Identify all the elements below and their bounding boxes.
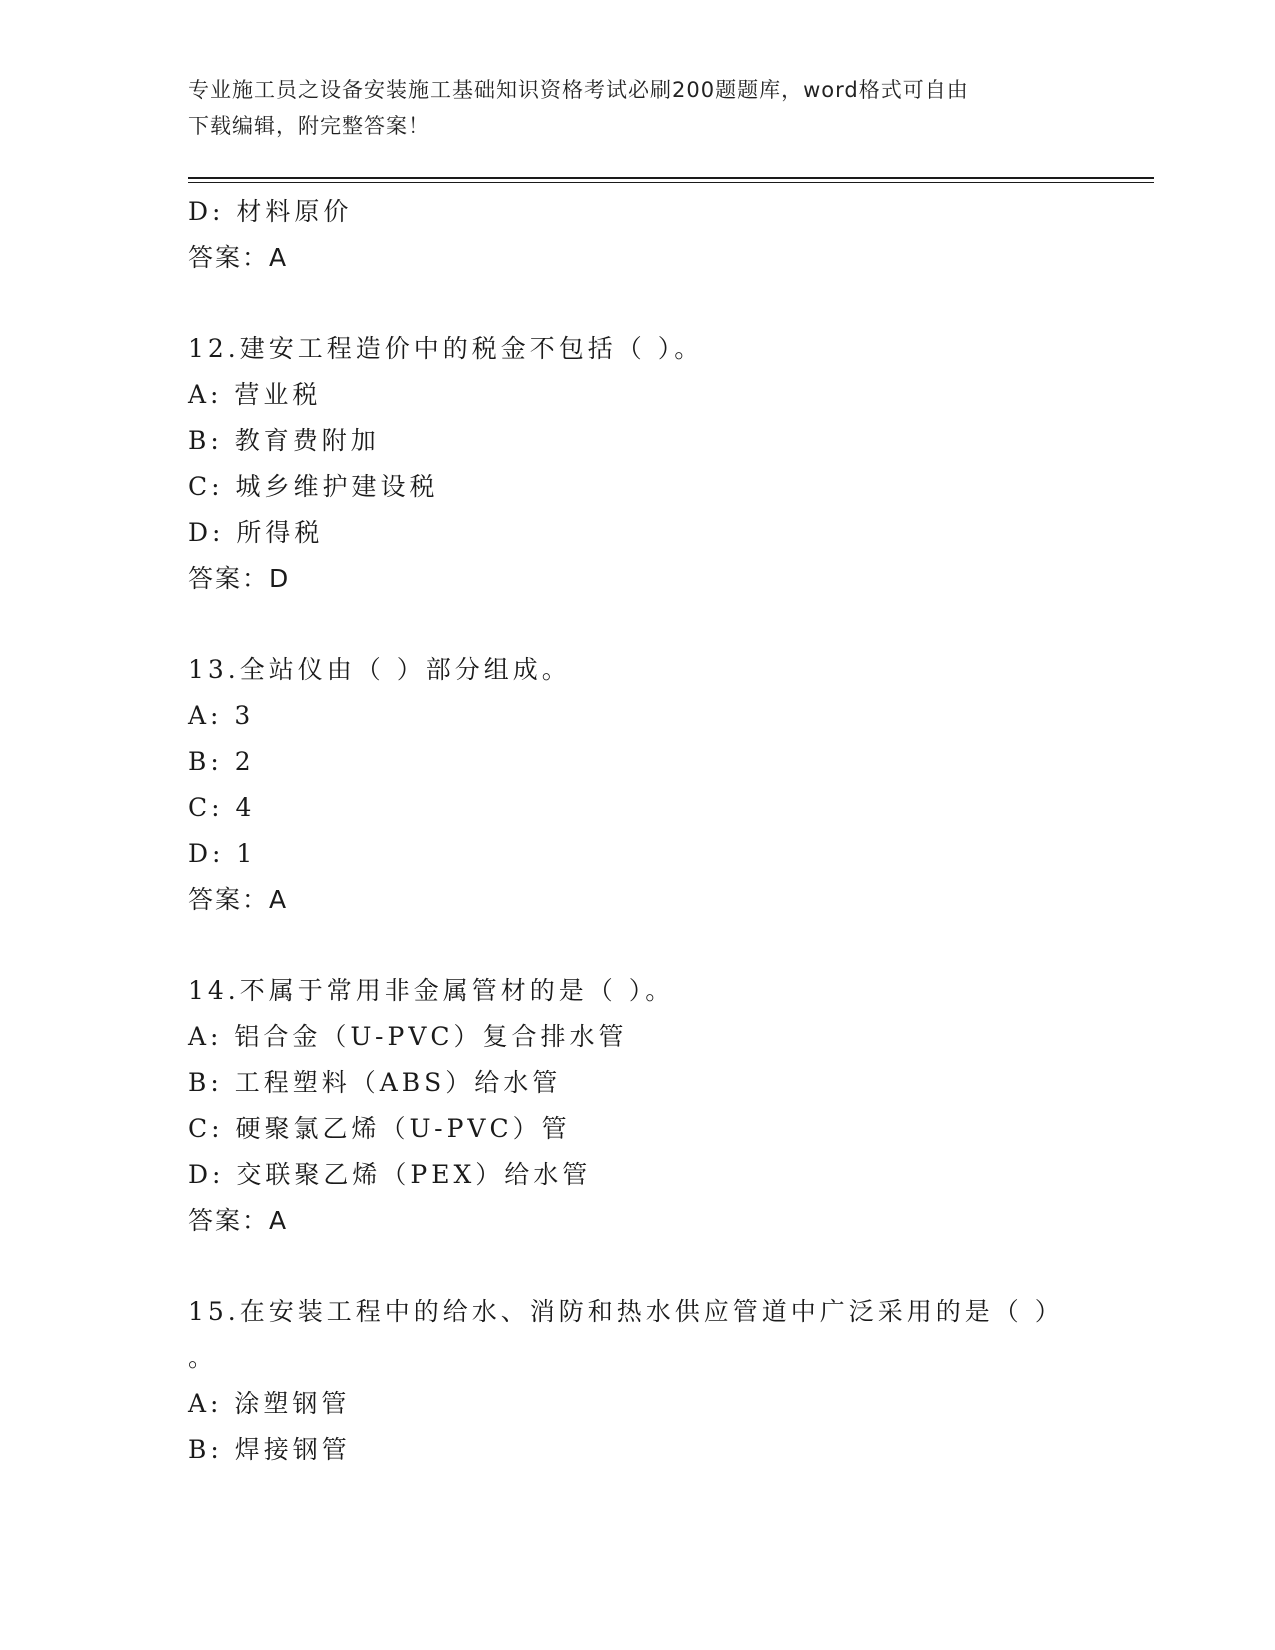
option-a: A: 3 (188, 701, 255, 730)
option-d: D: 所得税 (188, 518, 324, 547)
header-line-2: 下载编辑，附完整答案！ (188, 114, 430, 138)
header-rule-thin (188, 182, 1154, 183)
question-12 (188, 326, 1068, 602)
option-b: B: 焊接钢管 (188, 1435, 351, 1464)
option-c: C: 城乡维护建设税 (188, 472, 439, 501)
question-title: 14.不属于常用非金属管材的是（ ）。 (188, 976, 675, 1005)
question-title-continuation: 。 (188, 1343, 214, 1372)
option-c: C: 硬聚氯乙烯（U-PVC）管 (188, 1114, 571, 1143)
question-title: 13.全站仪由（ ）部分组成。 (188, 655, 571, 684)
answer-line: 答案：D (188, 564, 291, 593)
header-line-1: 专业施工员之设备安装施工基础知识资格考试必刷200题题库，word格式可自由 (188, 78, 969, 102)
answer-line: 答案：A (188, 243, 289, 272)
option-b: B: 工程塑料（ABS）给水管 (188, 1068, 562, 1097)
question-15 (188, 1289, 1068, 1473)
header-rule-thick (188, 177, 1154, 179)
question-title: 15.在安装工程中的给水、消防和热水供应管道中广泛采用的是（ ） (188, 1297, 1064, 1326)
option-b: B: 教育费附加 (188, 426, 380, 455)
option-a: A: 铝合金（U-PVC）复合排水管 (188, 1022, 628, 1051)
answer-line: 答案：A (188, 885, 289, 914)
option-d: D: 交联聚乙烯（PEX）给水管 (188, 1160, 592, 1189)
question-title: 12.建安工程造价中的税金不包括（ ）。 (188, 334, 704, 363)
option-c: C: 4 (188, 793, 256, 822)
option-a: A: 营业税 (188, 380, 322, 409)
option-b: B: 2 (188, 747, 255, 776)
question-14 (188, 968, 1068, 1244)
option-d: D: 1 (188, 839, 257, 868)
answer-line: 答案：A (188, 1206, 289, 1235)
question-11-tail (188, 189, 1068, 281)
option-a: A: 涂塑钢管 (188, 1389, 351, 1418)
option-d: D: 材料原价 (188, 197, 353, 226)
document-header (188, 72, 1068, 144)
question-list (188, 189, 1068, 1473)
question-13 (188, 647, 1068, 923)
